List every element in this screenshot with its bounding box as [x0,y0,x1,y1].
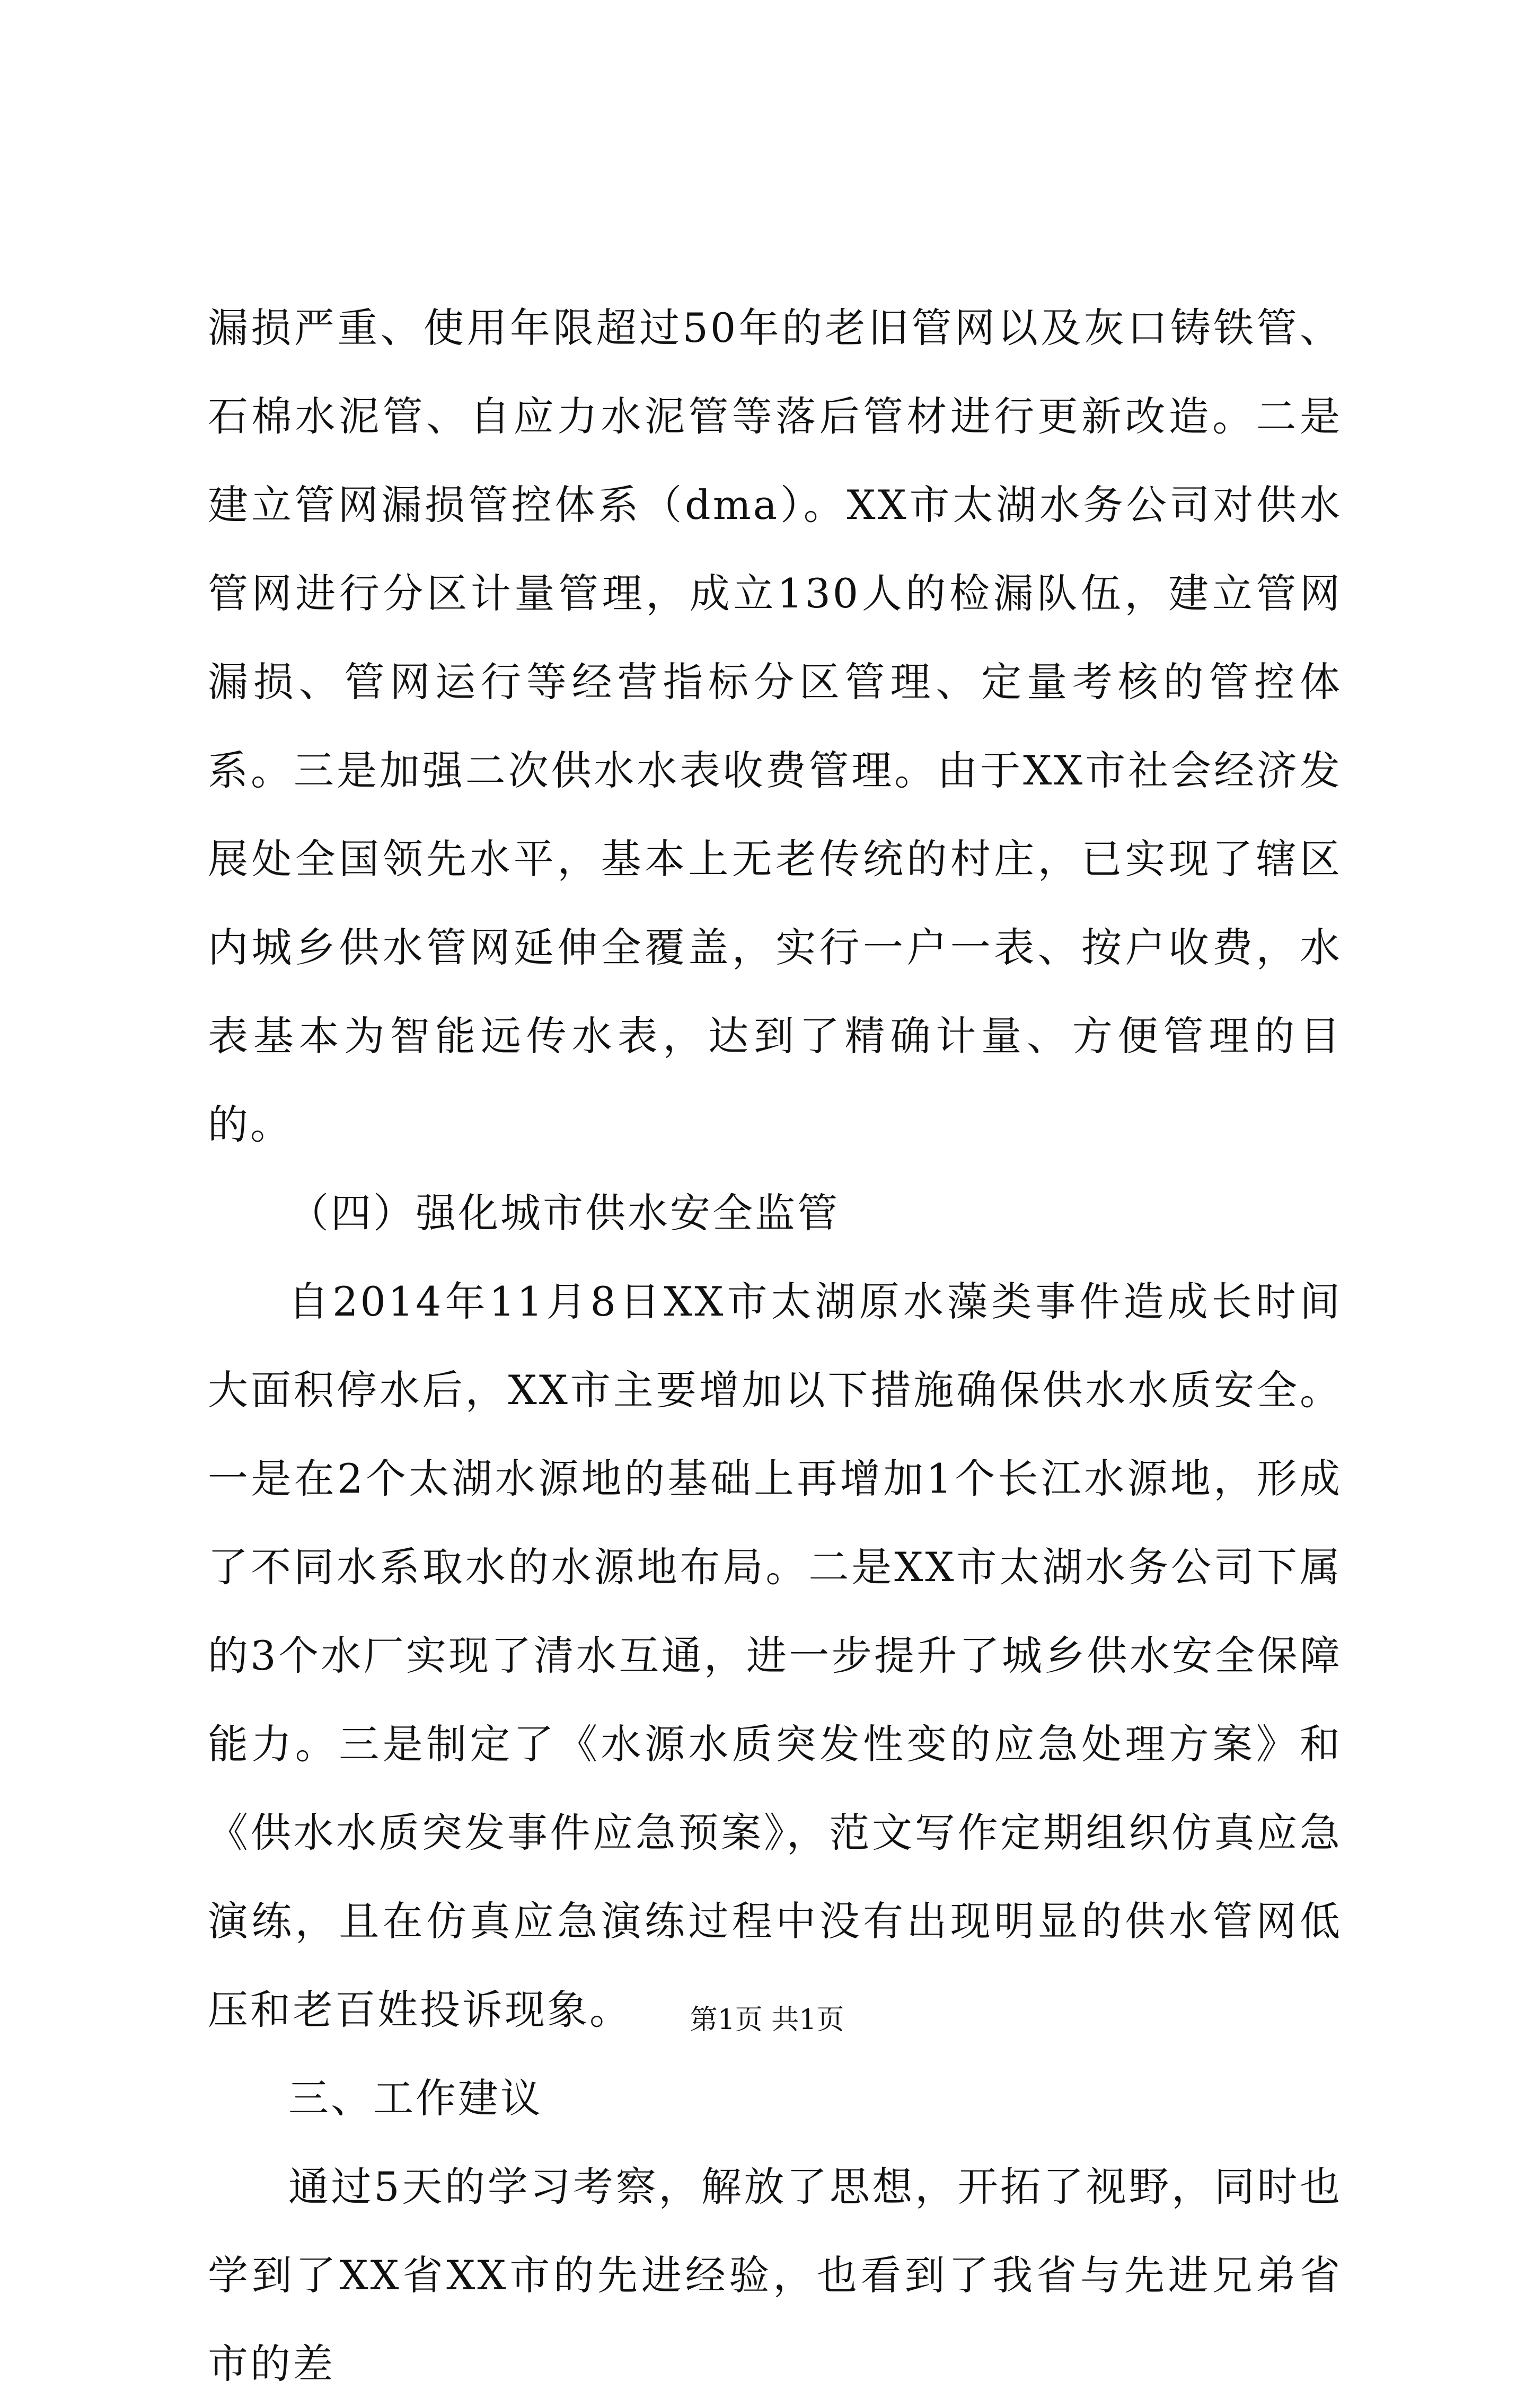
page-footer: 第1页 共1页 [690,2004,844,2036]
paragraph-pipe-network-renovation: 漏损严重、使用年限超过50年的老旧管网以及灰口铸铁管、石棉水泥管、自应力水泥管等落后管材进行更新改造。二是建立管网漏损管控体系（dma）。XX市太湖水务公司对供水管网进行分区计量管理，成立130人的检漏队伍，建立管网漏损、管网运行等经营指标分区管理、定量考核的管控体系。三是加强二次供水水表收费管理。由于XX市社会经济发展处全国领先水平，基本上无老传统的村庄，已实现了辖区内城乡供水管网延伸全覆盖，实行一户一表、按户收费，水表基本为智能远传水表，达到了精确计量、方便管理的目的。 [208,304,1342,1148]
section-heading-supply-safety: （四）强化城市供水安全监管 [288,1189,840,1237]
paragraph-study-summary: 通过5天的学习考察，解放了思想，开拓了视野，同时也学到了XX省XX市的先进经验，也看到了我省与先进兄弟省市的差 [208,2163,1342,2387]
section-heading-work-suggestions: 三、工作建议 [288,2075,543,2122]
paragraph-supply-safety-measures: 自2014年11月8日XX市太湖原水藻类事件造成长时间大面积停水后，XX市主要增加以下措施确保供水水质安全。一是在2个太湖水源地的基础上再增加1个长江水源地，形成了不同水系取水的水源地布局。二是XX市太湖水务公司下属的3个水厂实现了清水互通，进一步提升了城乡供水安全保障能力。三是制定了《水源水质突发性变的应急处理方案》和《供水水质突发事件应急预案》，范文写作定期组织仿真应急演练，且在仿真应急演练过程中没有出现明显的供水管网低压和老百姓投诉现象。 [208,1278,1342,2033]
document-body [208,284,1342,2408]
